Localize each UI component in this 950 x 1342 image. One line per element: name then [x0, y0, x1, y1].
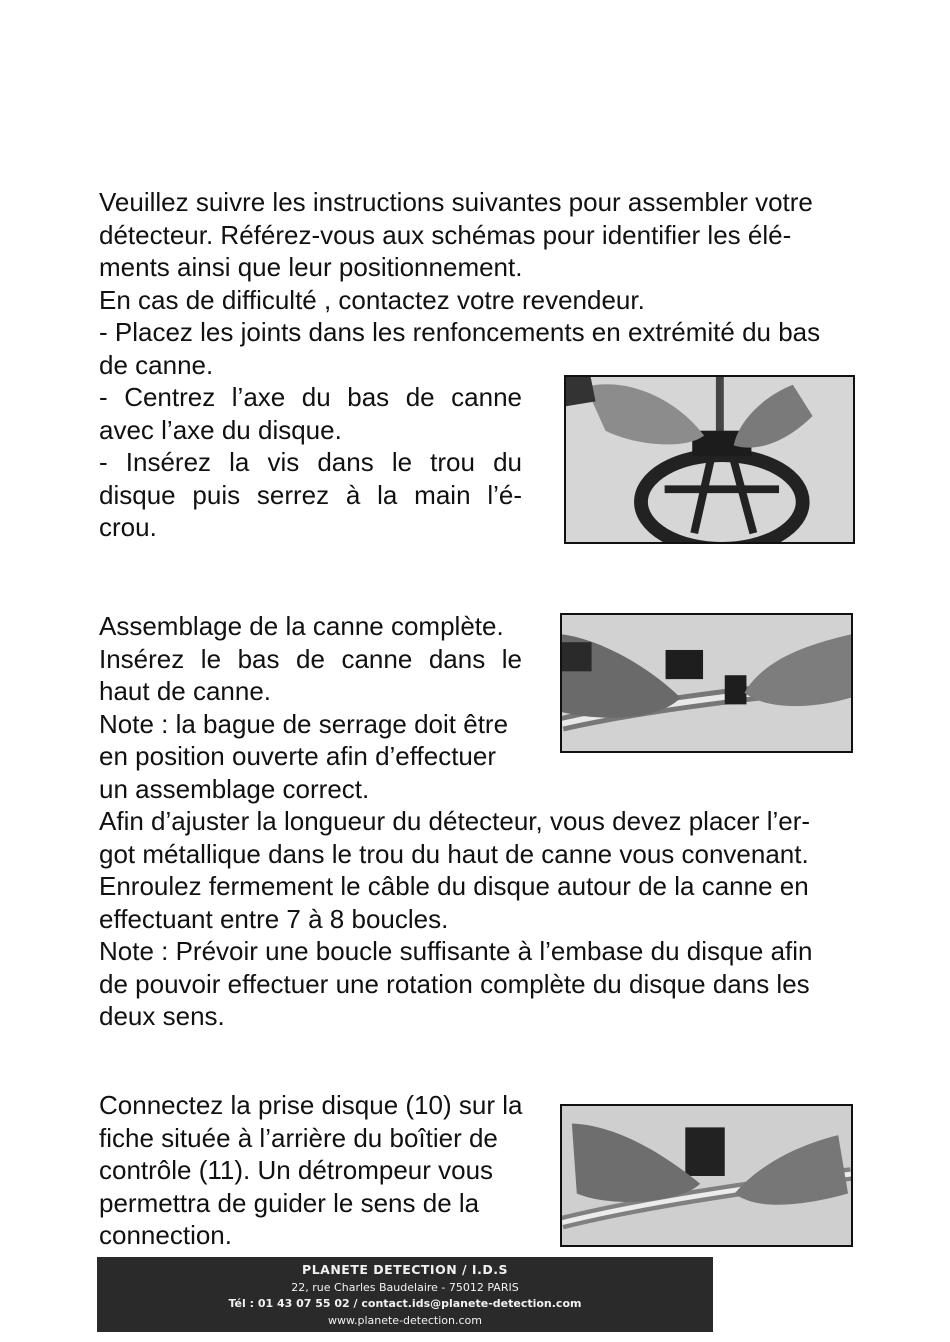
- company-website-link[interactable]: www.planete-detection.com: [328, 1314, 482, 1327]
- text-line: de canne.: [99, 349, 214, 380]
- text-line: détecteur. Référez-vous aux schémas pour identifier les élé-: [99, 219, 792, 250]
- coil-steps-text: [99, 381, 522, 544]
- text-line: - Centrez l’axe du bas de canne: [99, 382, 522, 412]
- text-line: un assemblage correct.: [99, 773, 370, 804]
- shaft-assembly-photo: [560, 613, 853, 753]
- text-line: Connectez la prise disque (10) sur la: [99, 1090, 523, 1120]
- text-line: Assemblage de la canne complète.: [99, 611, 504, 641]
- text-line: connection.: [99, 1220, 232, 1250]
- text-line: en position ouverte afin d’effectuer: [99, 741, 497, 771]
- company-address: 22, rue Charles Baudelaire - 75012 PARIS: [291, 1281, 519, 1294]
- text-line: Note : la bague de serrage doit être: [99, 708, 509, 739]
- coil-assembly-photo: [564, 375, 855, 544]
- text-line: Enroulez fermement le câble du disque autour de la canne en: [99, 871, 809, 901]
- text-line: crou.: [99, 512, 157, 542]
- text-line: got métallique dans le trou du haut de canne vous convenant.: [99, 838, 809, 869]
- text-line: Veuillez suivre les instructions suivantes pour assembler votre: [99, 187, 813, 217]
- text-line: Insérez le bas de canne dans le: [99, 643, 522, 674]
- text-line: permettra de guider le sens de la: [99, 1187, 480, 1218]
- company-contact: Tél : 01 43 07 55 02 / contact.ids@planete-detection.com: [228, 1297, 582, 1310]
- text-line: de pouvoir effectuer une rotation complète du disque dans les: [99, 968, 810, 999]
- text-line: contrôle (11). Un détrompeur vous: [99, 1155, 494, 1185]
- text-line: Note : Prévoir une boucle suffisante à l’embase du disque afin: [99, 936, 813, 966]
- text-line: fiche située à l’arrière du boîtier de: [99, 1122, 498, 1153]
- intro-text: [99, 186, 853, 381]
- connection-text: [99, 1089, 549, 1252]
- text-line: - Placez les joints dans les renfoncements en extrémité du bas: [99, 317, 821, 347]
- text-line: ments ainsi que leur positionnement.: [99, 252, 523, 282]
- shaft-assembly-text: [99, 610, 522, 805]
- text-line: disque puis serrez à la main l’é-: [99, 479, 522, 510]
- company-name: PLANETE DETECTION / I.D.S: [302, 1262, 508, 1277]
- company-footer: [97, 1257, 713, 1332]
- text-line: En cas de difficulté , contactez votre revendeur.: [99, 284, 645, 315]
- text-line: - Insérez la vis dans le trou du: [99, 447, 522, 477]
- text-line: avec l’axe du disque.: [99, 414, 342, 445]
- text-line: deux sens.: [99, 1001, 225, 1031]
- text-line: haut de canne.: [99, 676, 272, 706]
- connector-photo: [560, 1104, 853, 1247]
- text-line: effectuant entre 7 à 8 boucles.: [99, 903, 449, 934]
- text-line: Afin d’ajuster la longueur du détecteur, vous devez placer l’er-: [99, 806, 811, 836]
- adjust-length-text: [99, 805, 853, 1033]
